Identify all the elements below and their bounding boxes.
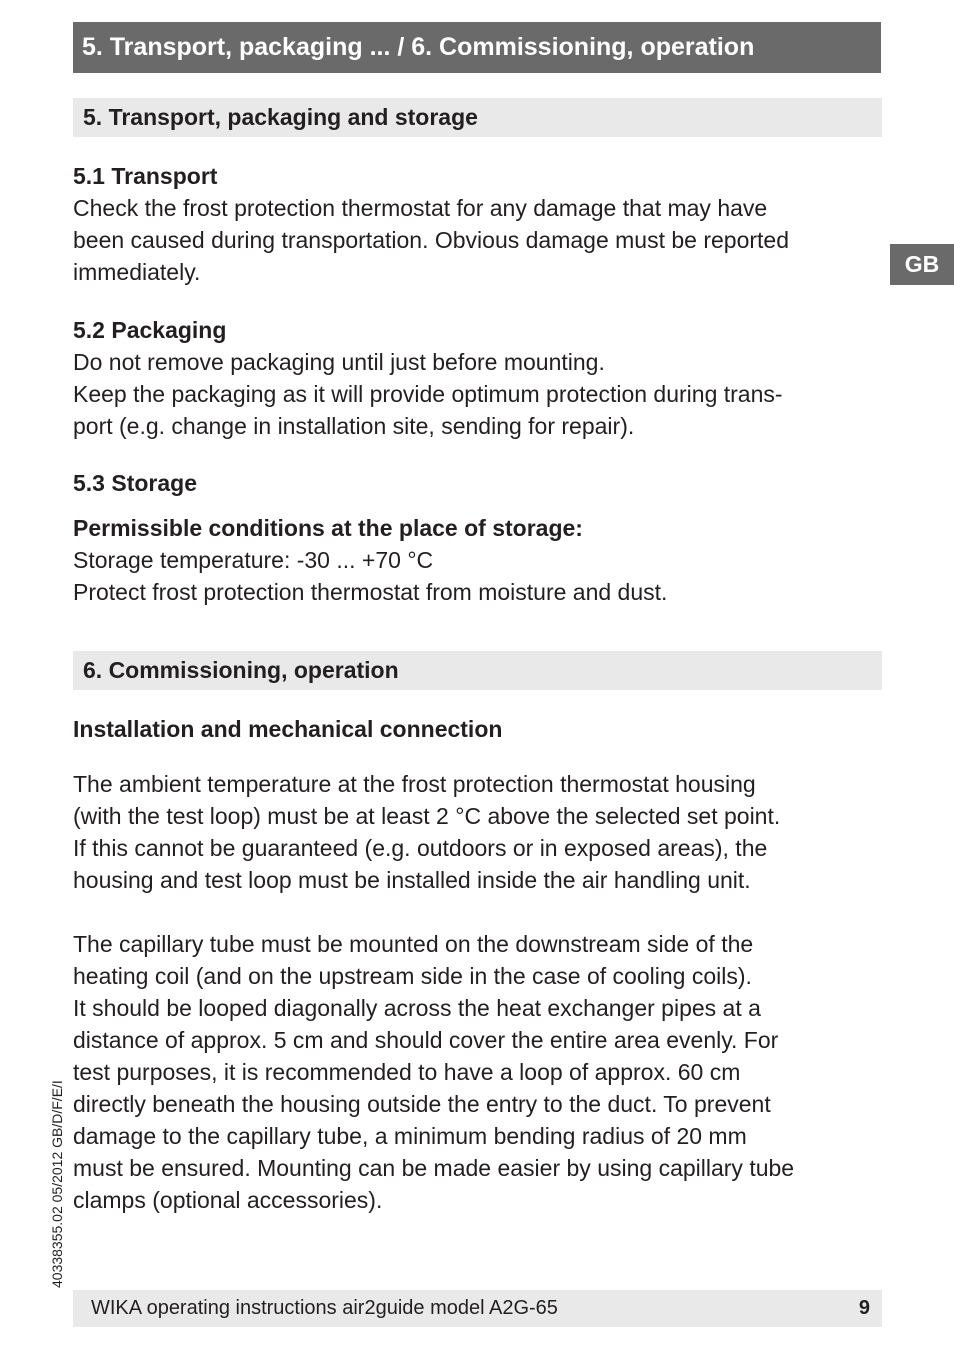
text-line: Storage temperature: -30 ... +70 °C [73,547,434,573]
storage-conditions-heading: Permissible conditions at the place of storage: [73,515,583,541]
installation-paragraph-1 [73,768,873,896]
section-heading-commissioning: 6. Commissioning, operation [73,651,882,690]
text-line: housing and test loop must be installed inside the air handling unit. [73,867,751,893]
subheading-transport: 5.1 Transport [73,163,218,189]
page-header: 5. Transport, packaging ... / 6. Commissioning, operation [73,22,881,73]
text-line: immediately. [73,259,201,285]
text-line: Protect frost protection thermostat from moisture and dust. [73,579,668,605]
packaging-paragraph [73,346,873,442]
text-line: must be ensured. Mounting can be made easier by using capillary tube [73,1155,795,1181]
text-line: distance of approx. 5 cm and should cover the entire area evenly. For [73,1027,779,1053]
subheading-packaging: 5.2 Packaging [73,317,227,343]
text-line: damage to the capillary tube, a minimum bending radius of 20 mm [73,1123,747,1149]
text-line: Check the frost protection thermostat for any damage that may have [73,195,768,221]
text-line: The ambient temperature at the frost protection thermostat housing [73,771,756,797]
text-line: (with the test loop) must be at least 2 °C above the selected set point. [73,803,781,829]
text-line: directly beneath the housing outside the entry to the duct. To prevent [73,1091,771,1117]
language-tab-gb: GB [890,244,954,285]
storage-paragraph [73,544,873,608]
page-number: 9 [858,1297,870,1319]
text-line: been caused during transportation. Obvious damage must be reported [73,227,789,253]
page-footer [73,1290,882,1327]
installation-paragraph-2 [73,928,873,1216]
document-code: 40338355.02 05/2012 GB/D/F/E/I [49,1080,65,1288]
section-heading-transport: 5. Transport, packaging and storage [73,98,882,137]
text-line: test purposes, it is recommended to have a loop of approx. 60 cm [73,1059,741,1085]
text-line: port (e.g. change in installation site, sending for repair). [73,413,635,439]
text-line: Do not remove packaging until just before mounting. [73,349,605,375]
text-line: Keep the packaging as it will provide optimum protection during trans- [73,381,783,407]
text-line: If this cannot be guaranteed (e.g. outdoors or in exposed areas), the [73,835,768,861]
transport-paragraph [73,192,873,288]
text-line: It should be looped diagonally across the heat exchanger pipes at a [73,995,761,1021]
text-line: clamps (optional accessories). [73,1187,383,1213]
text-line: The capillary tube must be mounted on the downstream side of the [73,931,754,957]
subheading-installation: Installation and mechanical connection [73,716,503,742]
subheading-storage: 5.3 Storage [73,470,197,496]
text-line: heating coil (and on the upstream side in the case of cooling coils). [73,963,752,989]
footer-text: WIKA operating instructions air2guide model A2G-65 [91,1297,558,1319]
